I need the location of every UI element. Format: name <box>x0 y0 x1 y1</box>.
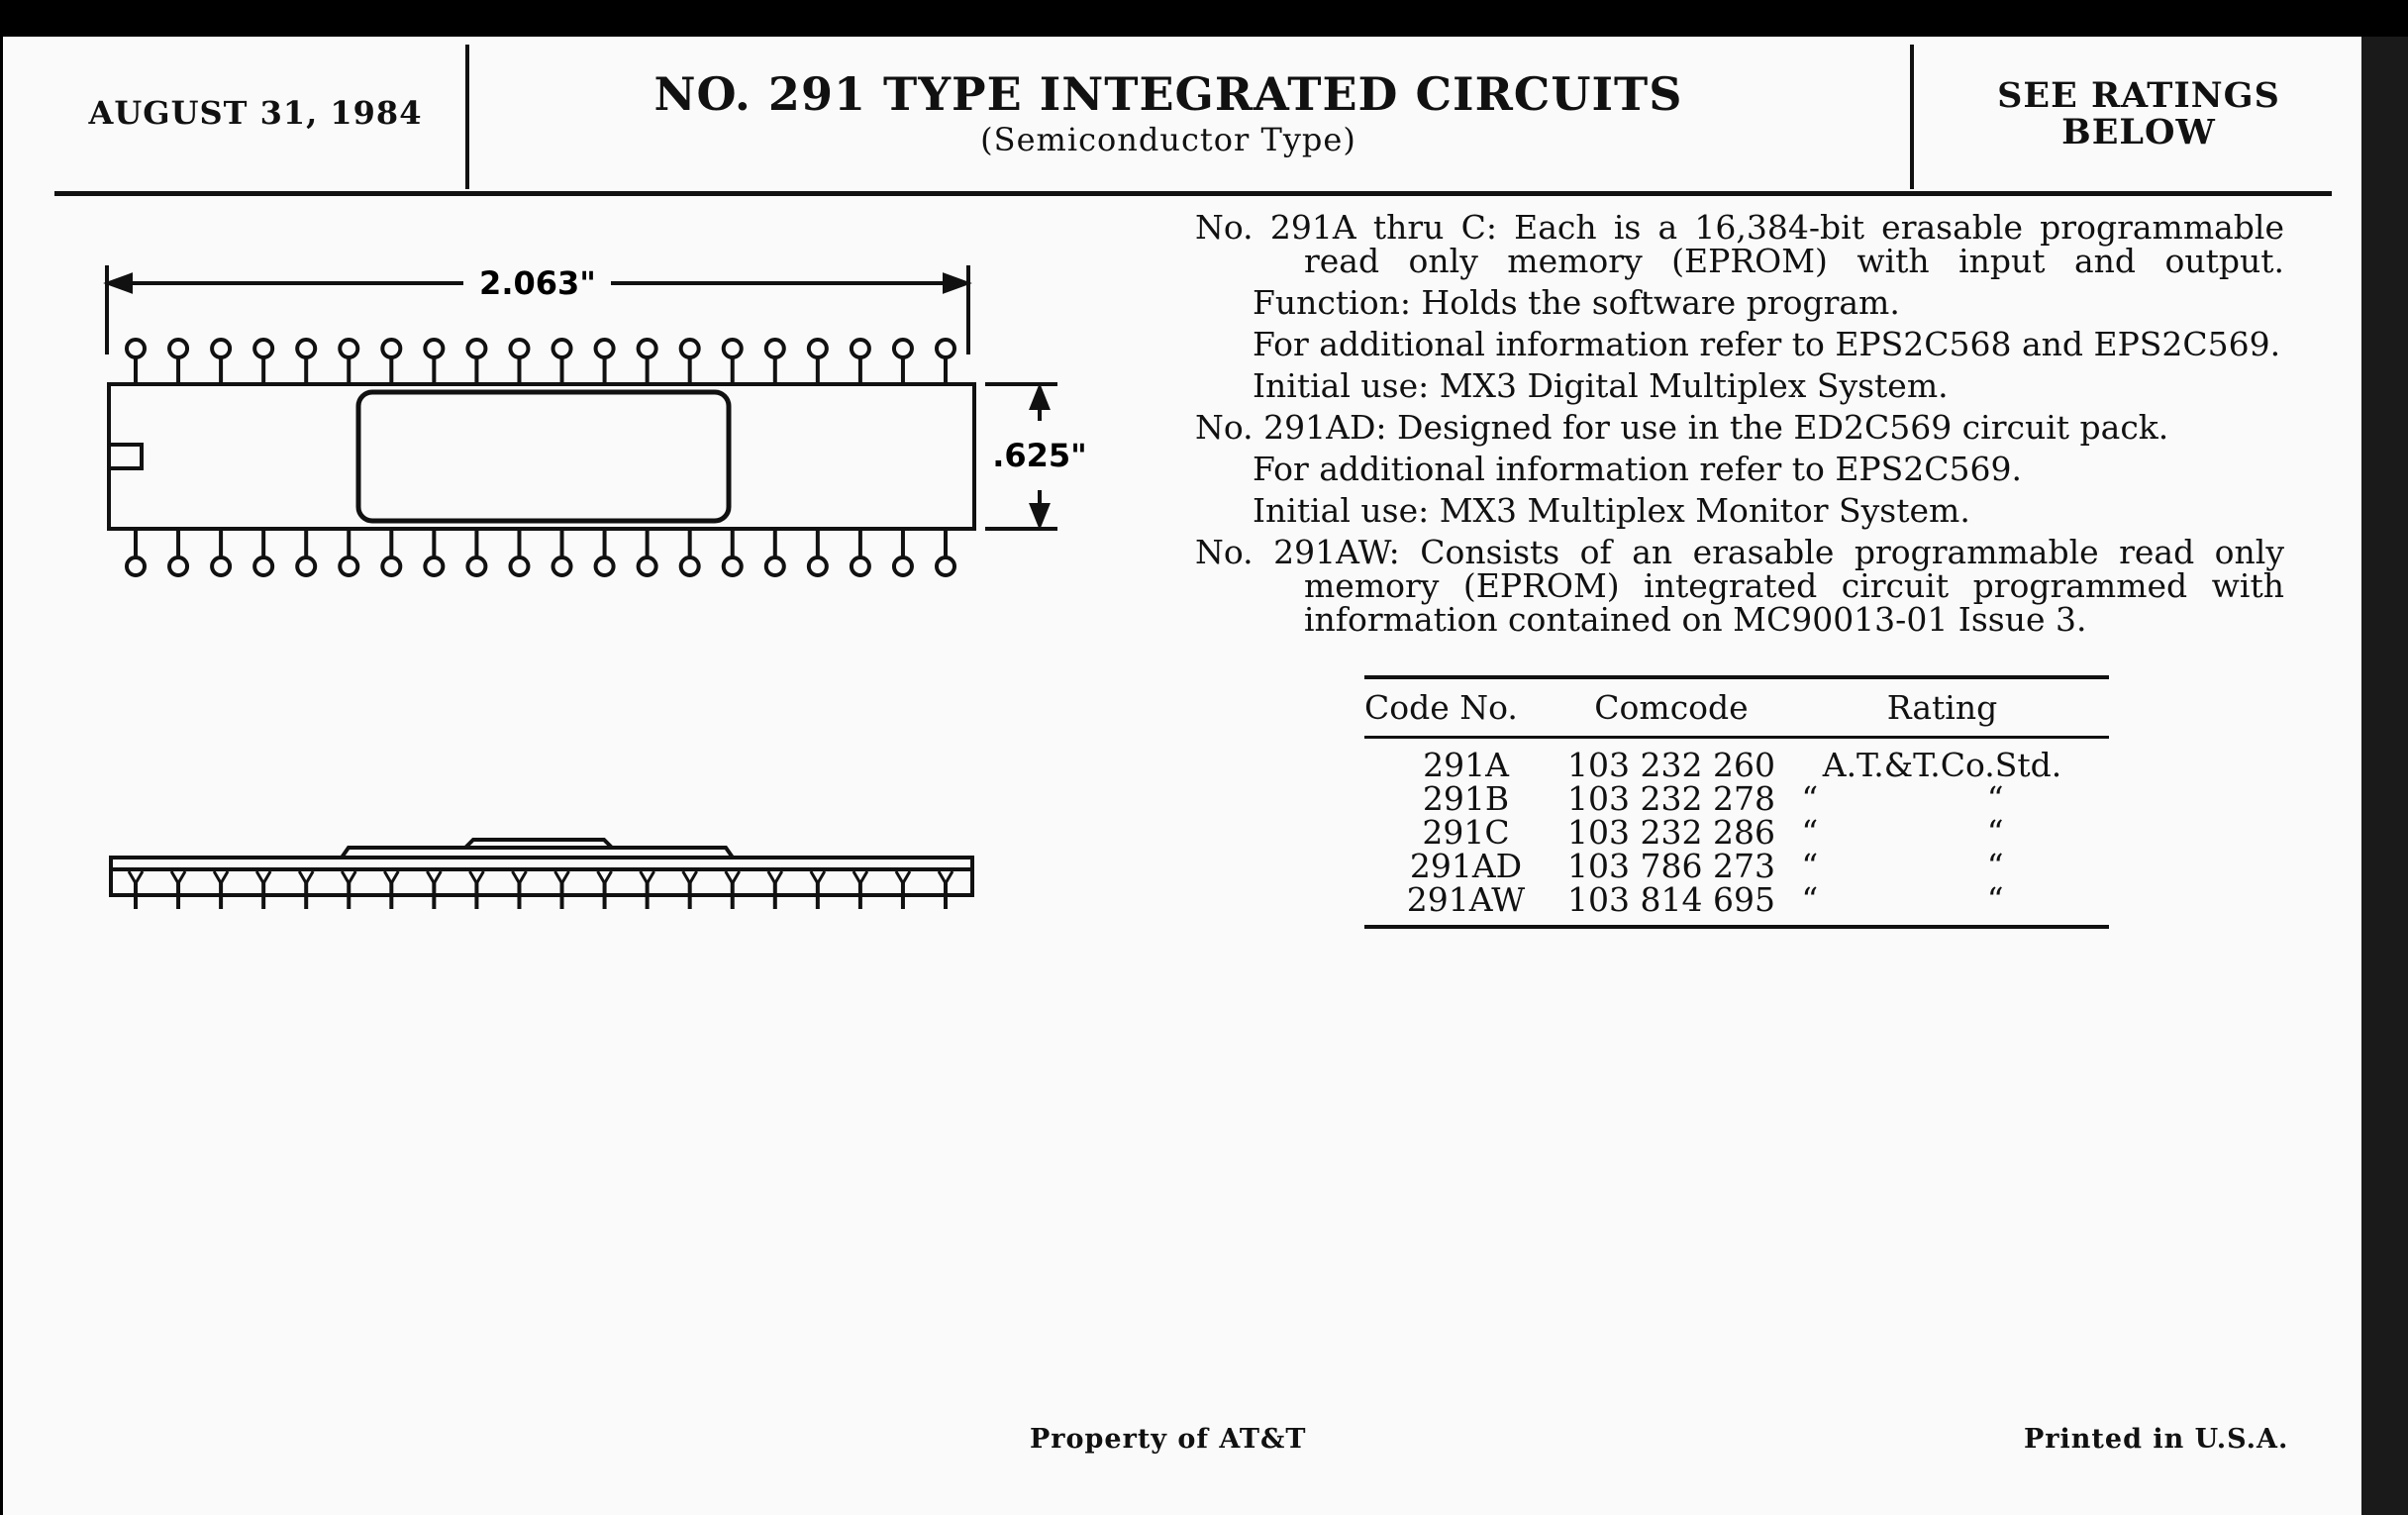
table-row <box>1364 782 2109 816</box>
pin-top <box>681 340 699 357</box>
pin-bottom <box>596 557 614 575</box>
header-divider-right <box>1910 45 1914 189</box>
pin-top <box>724 340 742 357</box>
footer-printed: Printed in U.S.A. <box>2024 1424 2289 1455</box>
cell-rating: “ “ <box>1801 779 2083 818</box>
issue-date: AUGUST 31, 1984 <box>88 94 423 132</box>
pin-bottom <box>382 557 400 575</box>
pin-bottom <box>467 557 485 575</box>
header-code: Code No. <box>1364 677 1567 738</box>
desc-291a-info: For additional information refer to EPS2C568 and EPS2C569. <box>1253 325 2281 363</box>
pin-bottom <box>766 557 784 575</box>
package-body-top <box>109 384 974 529</box>
cell-rating: “ “ <box>1801 813 2083 852</box>
pin-bottom <box>681 557 699 575</box>
width-label: .625" <box>992 437 1087 474</box>
arrow-left-icon <box>109 275 131 291</box>
desc-291ad-use: Initial use: MX3 Multiplex Monitor System. <box>1253 491 1970 530</box>
pin-bottom <box>937 557 954 575</box>
table-row <box>1364 883 2109 927</box>
desc-291a-line2: read only memory (EPROM) with input and output. <box>1304 242 2284 280</box>
ratings-note <box>1946 77 2332 151</box>
ratings-table <box>1364 675 2109 929</box>
cell-code: 291C <box>1422 813 1510 852</box>
cell-rating: “ “ <box>1801 847 2083 885</box>
arrow-down-icon <box>1032 505 1048 525</box>
cell-rating: A.T.&T.Co.Std. <box>1822 746 2062 784</box>
pin-top <box>596 340 614 357</box>
pin-top <box>937 340 954 357</box>
ic-package-drawing <box>0 0 1129 951</box>
pin-top <box>382 340 400 357</box>
desc-291ad-info: For additional information refer to EPS2C569. <box>1253 450 2022 488</box>
pin-one-notch <box>109 445 142 468</box>
cell-comcode: 103 232 278 <box>1567 779 1775 818</box>
table-header-row <box>1364 677 2109 738</box>
pin-top <box>127 340 145 357</box>
cell-comcode: 103 814 695 <box>1567 883 1775 927</box>
pin-top <box>894 340 912 357</box>
pin-top <box>852 340 869 357</box>
page-title: NO. 291 TYPE INTEGRATED CIRCUITS <box>653 67 1683 121</box>
pin-bottom <box>127 557 145 575</box>
footer-property: Property of AT&T <box>1030 1424 1307 1455</box>
pin-top <box>553 340 571 357</box>
pins-top-row <box>127 340 954 384</box>
pin-bottom <box>553 557 571 575</box>
pin-bottom <box>809 557 827 575</box>
cell-code: 291AD <box>1409 847 1523 885</box>
pin-bottom <box>510 557 528 575</box>
pin-top <box>340 340 357 357</box>
pins-side-view <box>129 871 953 909</box>
pin-top <box>254 340 272 357</box>
header-comcode: Comcode <box>1567 677 1775 738</box>
header-rating: Rating <box>1775 677 2109 738</box>
pin-top <box>467 340 485 357</box>
eprom-window <box>358 392 729 521</box>
pin-top <box>297 340 315 357</box>
cell-rating: “ “ <box>1775 883 2109 927</box>
pin-bottom <box>340 557 357 575</box>
cell-code: 291B <box>1422 779 1510 818</box>
pins-bottom-row <box>127 529 954 575</box>
table-row <box>1364 738 2109 783</box>
ratings-note-line1: SEE RATINGS <box>1997 75 2280 116</box>
length-label: 2.063" <box>479 264 596 302</box>
desc-291aw: No. 291AW: Consists of an erasable programmable read only memory (EPROM) integrated circuit programmed with information contained on MC90013-01 Issue 3. <box>1195 533 2284 639</box>
pin-bottom <box>852 557 869 575</box>
ratings-note-line2: BELOW <box>2061 112 2216 152</box>
pin-bottom <box>894 557 912 575</box>
cell-code: 291AW <box>1364 883 1567 927</box>
cell-comcode: 103 786 273 <box>1567 847 1775 885</box>
pin-top <box>809 340 827 357</box>
pin-top <box>425 340 443 357</box>
pin-bottom <box>425 557 443 575</box>
pin-bottom <box>212 557 230 575</box>
pin-top <box>212 340 230 357</box>
cell-code: 291A <box>1423 746 1509 784</box>
pin-bottom <box>724 557 742 575</box>
desc-291a-function: Function: Holds the software program. <box>1253 283 1900 322</box>
package-body-side <box>111 858 972 895</box>
pin-top <box>510 340 528 357</box>
desc-291a-line1: No. 291A thru C: Each is a 16,384-bit erasable programmable <box>1195 208 2284 247</box>
arrow-up-icon <box>1032 388 1048 408</box>
pin-bottom <box>639 557 656 575</box>
scan-edge <box>2361 37 2408 1515</box>
pin-bottom <box>297 557 315 575</box>
pin-top <box>639 340 656 357</box>
desc-291ad: No. 291AD: Designed for use in the ED2C569 circuit pack. <box>1195 408 2169 447</box>
arrow-right-icon <box>945 275 966 291</box>
desc-291a <box>1195 208 2284 280</box>
cell-comcode: 103 232 286 <box>1567 813 1775 852</box>
table-row <box>1364 816 2109 850</box>
pin-bottom <box>254 557 272 575</box>
pin-bottom <box>169 557 187 575</box>
pin-top <box>766 340 784 357</box>
cell-comcode: 103 232 260 <box>1567 746 1775 784</box>
pin-top <box>169 340 187 357</box>
table-row <box>1364 850 2109 883</box>
page-subtitle: (Semiconductor Type) <box>980 121 1356 158</box>
description <box>1195 208 2284 645</box>
desc-291a-use: Initial use: MX3 Digital Multiplex System. <box>1253 366 1949 405</box>
